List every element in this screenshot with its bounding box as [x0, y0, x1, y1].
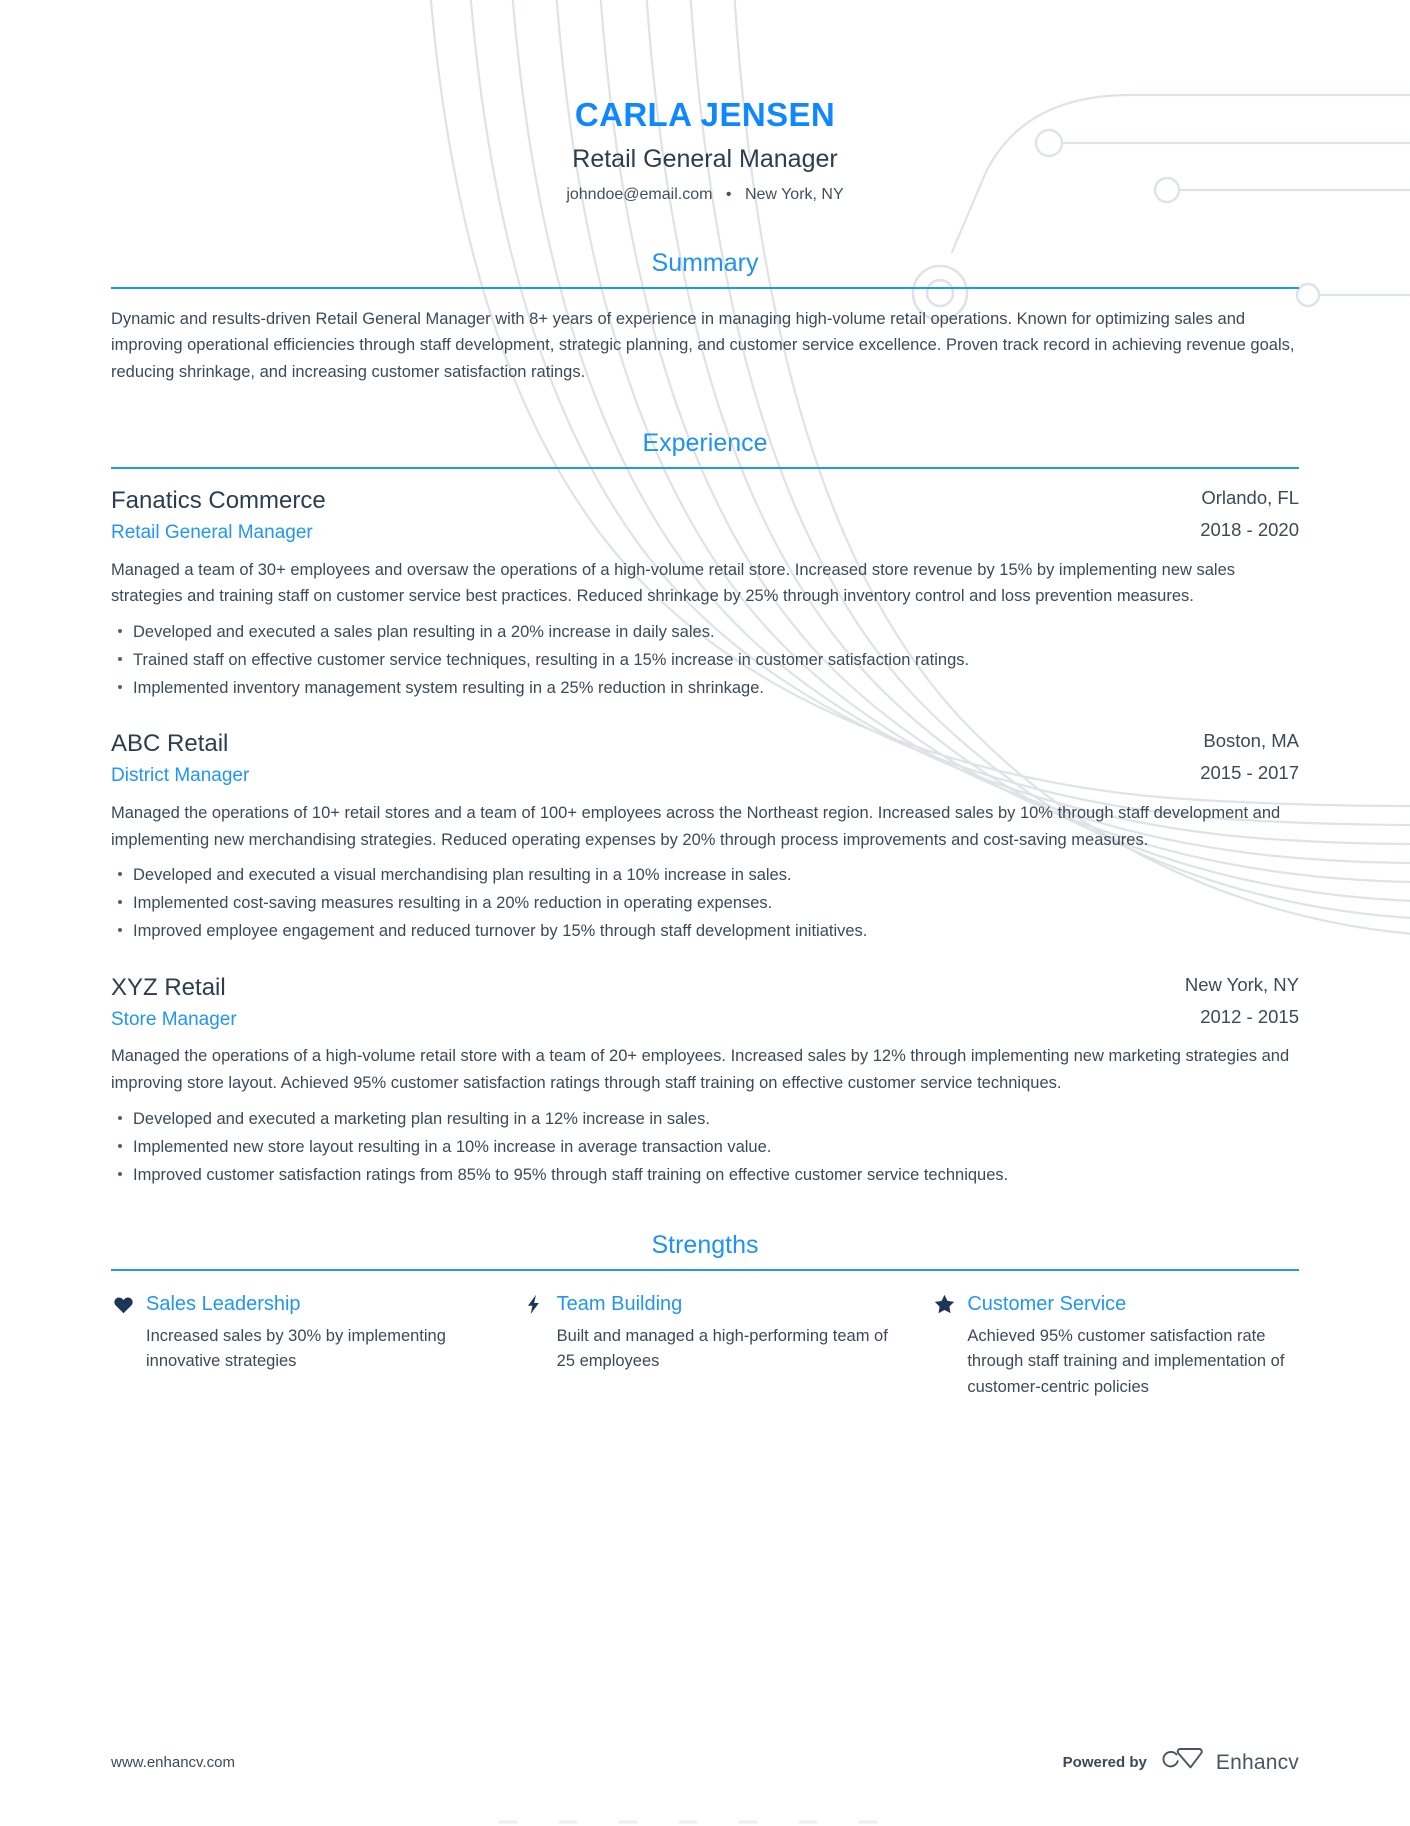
experience-description: Managed a team of 30+ employees and oversaw the operations of a high-volume retail store. Increased store revenue by 15% by implementing new sales strategies and training staff on customer service best practices. Reduced shrinkage by 25% through inventory control and loss prevention measures.	[111, 560, 1236, 606]
contact-location: New York, NY	[744, 185, 844, 203]
experience-entry	[111, 486, 1299, 701]
experience-entry-header	[111, 729, 1299, 789]
experience-body	[111, 469, 1299, 1188]
contact-separator: •	[725, 185, 732, 203]
experience-entry-right	[1161, 973, 1299, 1029]
experience-company: XYZ Retail	[111, 973, 226, 1001]
experience-entry-right	[1176, 486, 1299, 542]
strength-header	[522, 1292, 889, 1317]
enhancv-logo-icon	[1160, 1747, 1206, 1778]
experience-bullet: Implemented inventory management system resulting in a 25% reduction in shrinkage.	[111, 675, 1299, 701]
candidate-name: CARLA JENSEN	[574, 96, 836, 133]
powered-by-label: Powered by	[1062, 1754, 1147, 1771]
strength-item	[522, 1292, 889, 1401]
heart-icon	[111, 1292, 135, 1316]
footer-website-url[interactable]: www.enhancv.com	[111, 1754, 235, 1771]
strength-header	[111, 1292, 478, 1317]
experience-section	[111, 428, 1299, 1188]
strength-title: Team Building	[556, 1292, 683, 1315]
experience-bullet: Implemented new store layout resulting in a 10% increase in average transaction value.	[111, 1134, 1299, 1160]
candidate-job-title: Retail General Manager	[572, 144, 838, 173]
summary-text: Dynamic and results-driven Retail General Manager with 8+ years of experience in managing high-volume retail operations. Known for optimizing sales and improving operational efficiencies through staff development, strategic planning, and customer service excellence. Proven track record in achieving revenue goals, reducing shrinkage, and increasing customer satisfaction ratings.	[111, 309, 1295, 382]
experience-company: Fanatics Commerce	[111, 486, 326, 514]
experience-entry	[111, 729, 1299, 944]
experience-entry-left	[111, 973, 1161, 1033]
experience-bullet: Improved customer satisfaction ratings from 85% to 95% through staff training on effective customer service techniques.	[111, 1162, 1299, 1188]
enhancv-brand-name: Enhancv	[1215, 1750, 1299, 1774]
experience-location: New York, NY	[1184, 973, 1299, 995]
contact-line	[111, 185, 1299, 206]
enhancv-brand-lockup	[1160, 1747, 1299, 1778]
experience-entry-header	[111, 486, 1299, 546]
experience-role: Retail General Manager	[111, 521, 313, 543]
star-icon	[932, 1292, 956, 1316]
experience-bullet-list	[111, 862, 1299, 944]
experience-dates: 2015 - 2017	[1200, 762, 1299, 784]
experience-bullet: Implemented cost-saving measures resulting in a 20% reduction in operating expenses.	[111, 890, 1299, 916]
summary-body	[111, 289, 1299, 386]
experience-bullet: Developed and executed a sales plan resulting in a 20% increase in daily sales.	[111, 619, 1299, 645]
experience-company: ABC Retail	[111, 730, 229, 758]
experience-description: Managed the operations of 10+ retail stores and a team of 100+ employees across the Northeast region. Increased sales by 10% through staff development and implementing new merchandising strategies. Reduced operating expenses by 20% through process improvements and cost-saving measures.	[111, 803, 1281, 849]
lightning-bolt-icon	[522, 1292, 546, 1316]
experience-role: District Manager	[111, 765, 250, 787]
experience-bullet: Trained staff on effective customer service techniques, resulting in a 15% increase in customer satisfaction ratings.	[111, 647, 1299, 673]
experience-role: Store Manager	[111, 1008, 237, 1030]
experience-dates: 2012 - 2015	[1200, 1005, 1299, 1027]
footer-branding	[1063, 1747, 1299, 1778]
experience-entry-header	[111, 973, 1299, 1033]
strengths-section-title: Strengths	[651, 1230, 759, 1259]
strength-item	[932, 1292, 1299, 1401]
experience-entry-left	[111, 729, 1176, 789]
strengths-grid	[111, 1288, 1299, 1401]
strengths-body	[111, 1271, 1299, 1401]
strength-description: Achieved 95% customer satisfaction rate through staff training and implementation of customer-centric policies	[967, 1326, 1285, 1396]
experience-entry	[111, 973, 1299, 1188]
strength-header	[932, 1292, 1299, 1317]
page-footer	[111, 1747, 1299, 1778]
strength-title: Customer Service	[967, 1292, 1127, 1315]
experience-section-title: Experience	[642, 428, 768, 457]
experience-bullet: Developed and executed a marketing plan resulting in a 12% increase in sales.	[111, 1106, 1299, 1132]
experience-location: Orlando, FL	[1201, 486, 1299, 508]
experience-location: Boston, MA	[1203, 730, 1299, 752]
experience-bullet: Developed and executed a visual merchandising plan resulting in a 10% increase in sales.	[111, 862, 1299, 888]
experience-dates: 2018 - 2020	[1200, 518, 1299, 540]
strength-item	[111, 1292, 478, 1401]
contact-email: johndoe@email.com	[566, 185, 713, 203]
strength-title: Sales Leadership	[146, 1292, 301, 1315]
strength-description: Built and managed a high-performing team of 25 employees	[556, 1326, 888, 1371]
experience-bullet: Improved employee engagement and reduced turnover by 15% through staff development initiatives.	[111, 918, 1299, 944]
experience-bullet-list	[111, 619, 1299, 701]
summary-section-title: Summary	[651, 248, 759, 277]
experience-bullet-list	[111, 1106, 1299, 1188]
experience-description: Managed the operations of a high-volume retail store with a team of 20+ employees. Increased sales by 12% through implementing new marketing strategies and improving store layout. Achieved 95% customer satisfaction ratings through staff training on effective customer service techniques.	[111, 1047, 1290, 1092]
summary-section	[111, 248, 1299, 386]
experience-entry-left	[111, 486, 1176, 546]
experience-entry-right	[1176, 729, 1299, 785]
resume-header	[111, 0, 1299, 206]
strengths-section	[111, 1230, 1299, 1401]
strength-description: Increased sales by 30% by implementing innovative strategies	[146, 1326, 446, 1371]
